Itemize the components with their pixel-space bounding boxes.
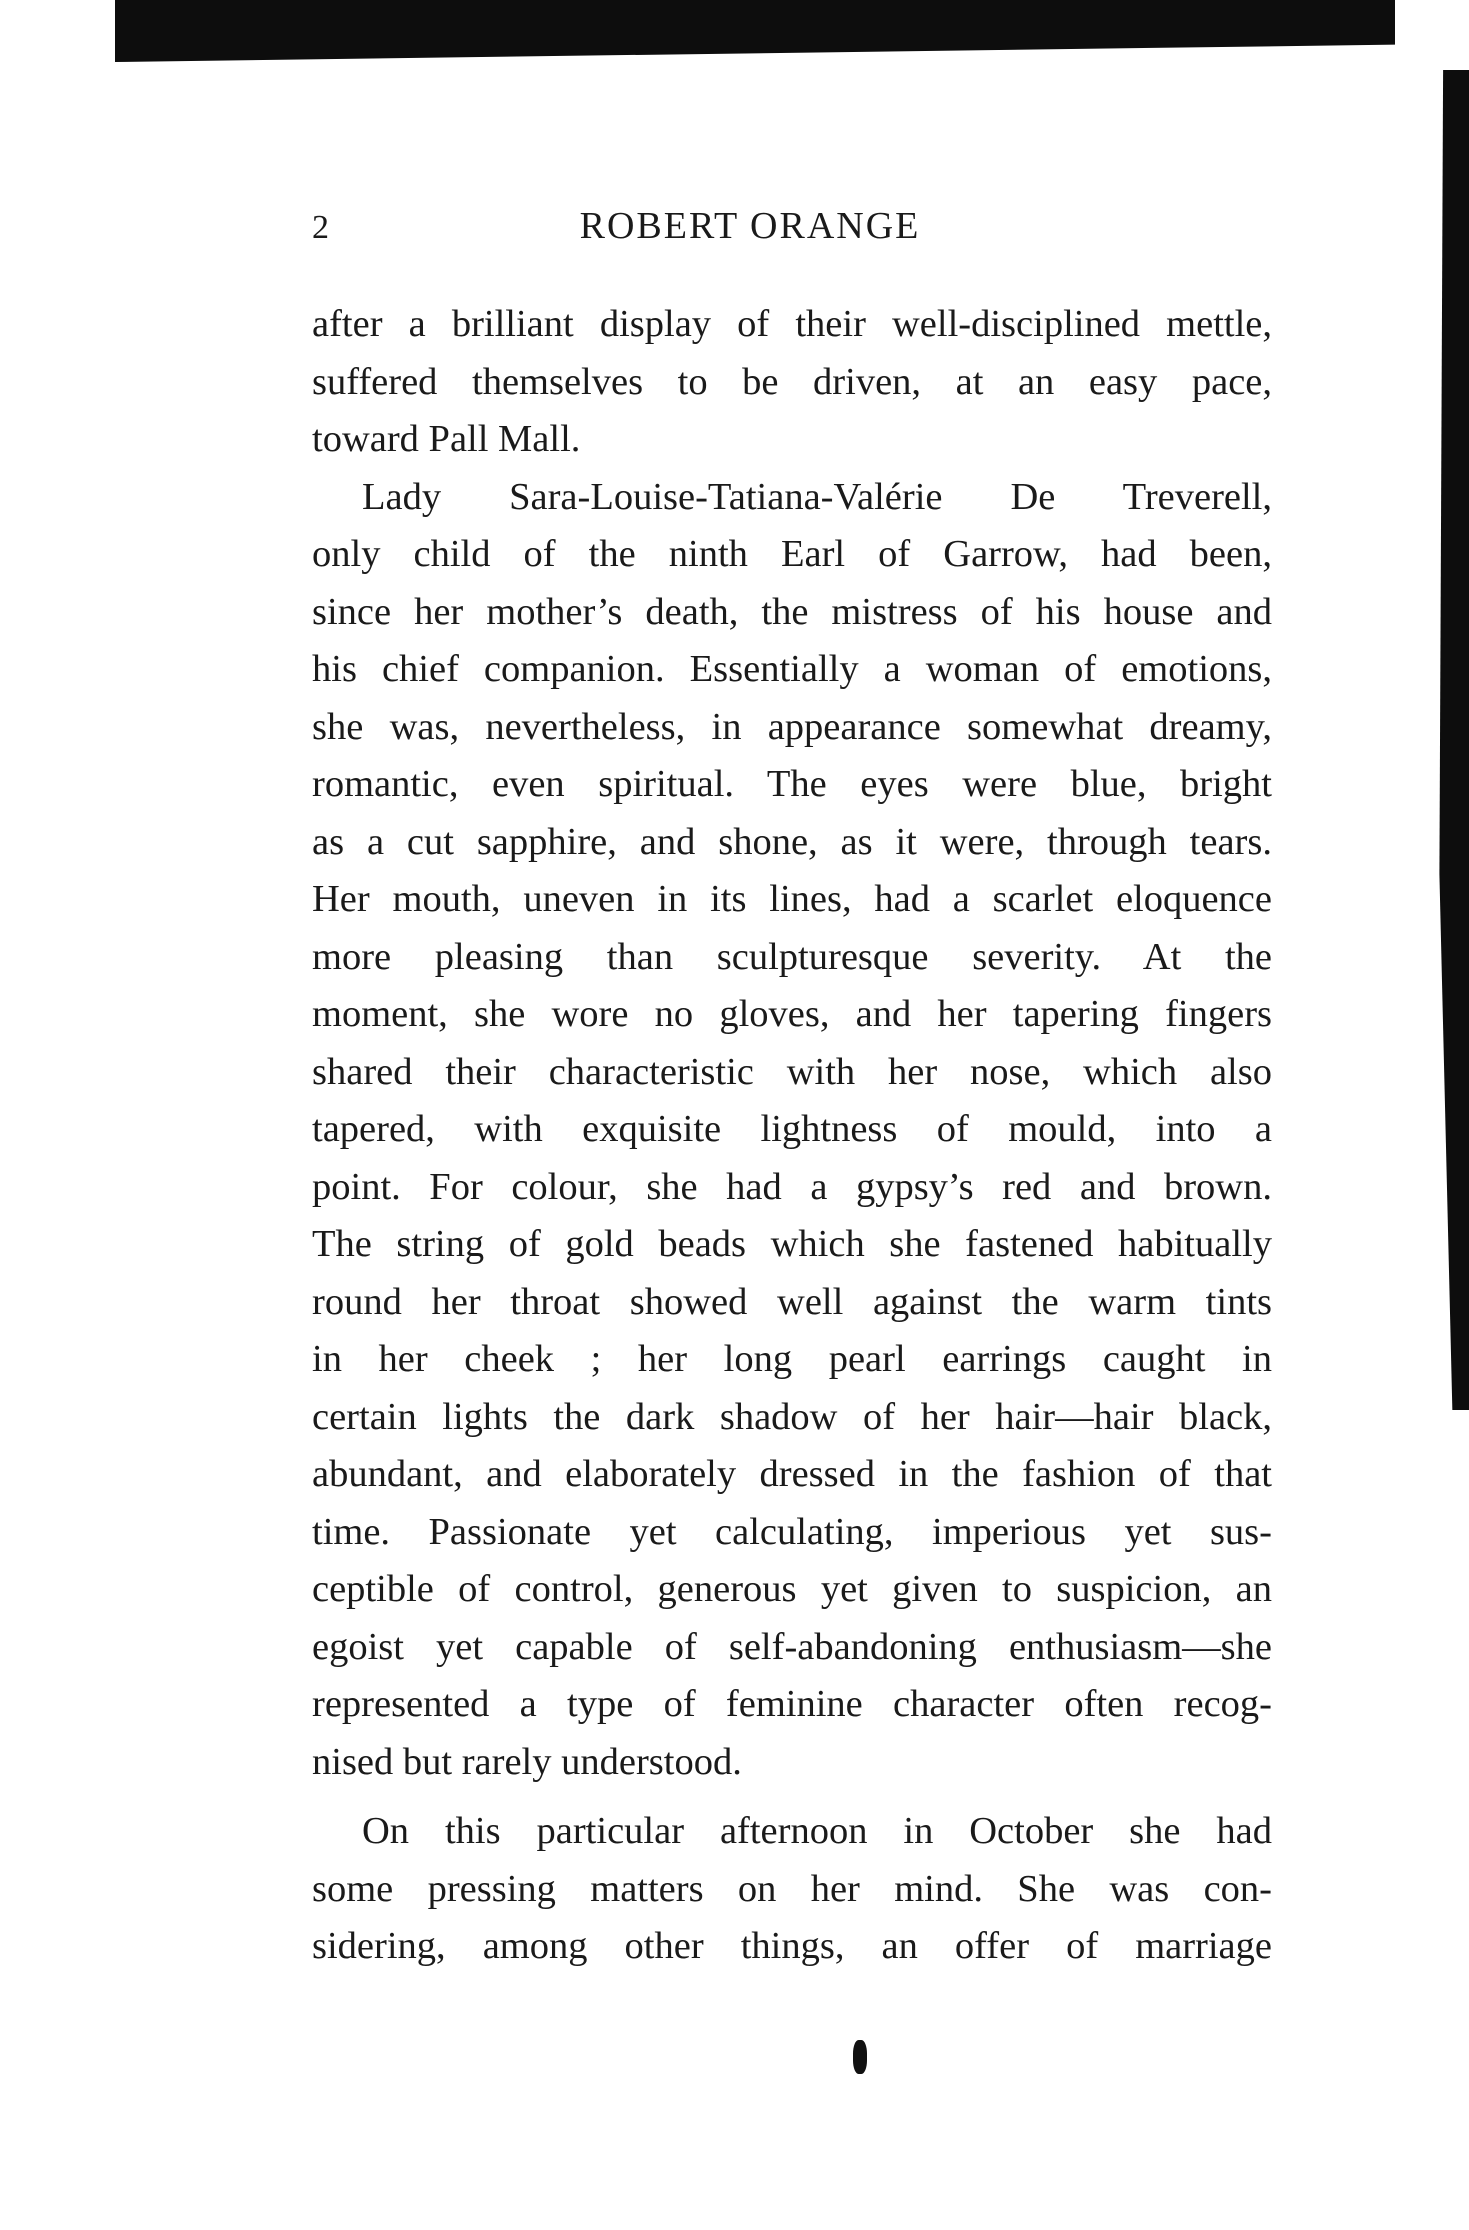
text-line: his chief companion. Essentially a woman of emotions, bbox=[312, 648, 1272, 690]
text-line: suffered themselves to be driven, at an easy pace, bbox=[312, 360, 1272, 403]
page-number: 2 bbox=[312, 209, 329, 246]
paragraph bbox=[312, 469, 1272, 1792]
text-line: sidering, among other things, an offer of marriage bbox=[312, 1925, 1272, 1967]
text-line: time. Passionate yet calculating, imperious yet sus- bbox=[312, 1510, 1272, 1553]
text-line: certain lights the dark shadow of her hair—hair black, bbox=[312, 1395, 1272, 1438]
text-line: abundant, and elaborately dressed in the fashion of that bbox=[312, 1453, 1272, 1495]
paragraph bbox=[312, 296, 1272, 469]
text-line: moment, she wore no gloves, and her tapering fingers bbox=[312, 993, 1272, 1035]
scan-top-edge-shadow bbox=[115, 0, 1395, 62]
text-line: round her throat showed well against the warm tints bbox=[312, 1280, 1272, 1323]
text-line: only child of the ninth Earl of Garrow, had been, bbox=[312, 533, 1272, 575]
running-title: ROBERT ORANGE bbox=[579, 205, 921, 247]
text-line: she was, nevertheless, in appearance somewhat dreamy, bbox=[312, 705, 1272, 748]
text-line: Her mouth, uneven in its lines, had a scarlet eloquence bbox=[312, 878, 1272, 920]
text-line: shared their characteristic with her nose, which also bbox=[312, 1050, 1272, 1093]
text-line: toward Pall Mall. bbox=[312, 418, 581, 460]
text-line: since her mother’s death, the mistress of his house and bbox=[312, 590, 1272, 633]
scan-right-edge-shadow bbox=[1432, 70, 1469, 1410]
body-text bbox=[312, 296, 1272, 1976]
text-line: tapered, with exquisite lightness of mould, into a bbox=[312, 1108, 1272, 1150]
text-line: point. For colour, she had a gypsy’s red and brown. bbox=[312, 1165, 1272, 1208]
text-line: more pleasing than sculpturesque severity. At the bbox=[312, 935, 1272, 978]
text-line: after a brilliant display of their well-disciplined mettle, bbox=[312, 303, 1272, 345]
text-line: egoist yet capable of self-abandoning enthusiasm—she bbox=[312, 1625, 1272, 1668]
text-line: romantic, even spiritual. The eyes were blue, bright bbox=[312, 763, 1272, 805]
text-line: nised but rarely understood. bbox=[312, 1740, 742, 1783]
text-line: represented a type of feminine character often recog- bbox=[312, 1683, 1272, 1725]
text-line: The string of gold beads which she fastened habitually bbox=[312, 1223, 1272, 1265]
text-line: Lady Sara-Louise-Tatiana-Valérie De Treverell, bbox=[362, 475, 1272, 518]
text-line: in her cheek ; her long pearl earrings caught in bbox=[312, 1338, 1272, 1380]
ink-blot bbox=[853, 2040, 867, 2074]
text-line: some pressing matters on her mind. She was con- bbox=[312, 1867, 1272, 1910]
text-line: On this particular afternoon in October she had bbox=[362, 1810, 1272, 1852]
paragraph bbox=[312, 1803, 1272, 1976]
text-line: ceptible of control, generous yet given to suspicion, an bbox=[312, 1568, 1272, 1610]
text-line: as a cut sapphire, and shone, as it were, through tears. bbox=[312, 820, 1272, 863]
